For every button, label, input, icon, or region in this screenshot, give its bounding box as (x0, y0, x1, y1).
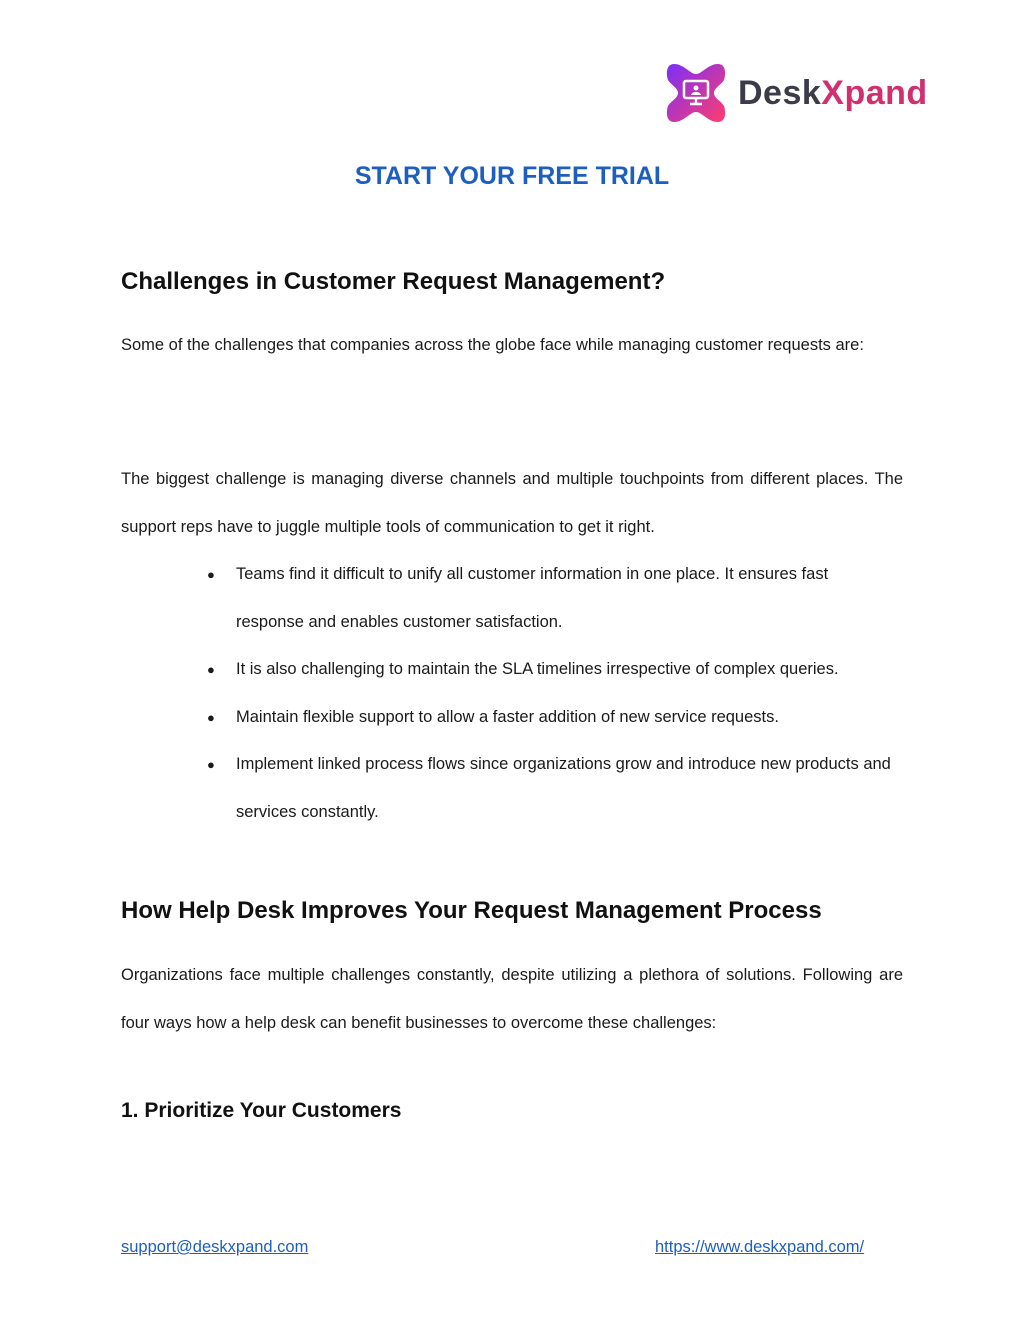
list-item (207, 551, 896, 646)
challenges-bullet-list (207, 551, 896, 836)
monitor-in-x-icon (664, 60, 728, 126)
help-desk-intro-paragraph: Organizations face multiple challenges constantly, despite utilizing a plethora of solutions. Following are four ways how a help desk can benefit businesses to overcome these challenges: (121, 966, 903, 1032)
website-link[interactable]: https://www.deskxpand.com/ (655, 1238, 865, 1256)
brand-name-desk: Desk (738, 74, 822, 112)
start-free-trial-link[interactable]: START YOUR FREE TRIAL (354, 162, 670, 190)
brand-name-xpand: Xpand (821, 74, 928, 112)
support-email-link[interactable]: support@deskxpand.com (121, 1238, 309, 1256)
list-item-text: It is also challenging to maintain the SLA timelines irrespective of complex queries. (236, 660, 839, 678)
bullet-icon: ● (207, 567, 215, 582)
challenges-intro-paragraph: Some of the challenges that companies across the globe face while managing customer requests are: (121, 336, 864, 354)
bullet-icon: ● (207, 662, 215, 677)
list-item-text: Teams find it difficult to unify all customer information in one place. It ensures fast response and enables customer satisfaction. (236, 565, 829, 631)
brand-name (738, 76, 928, 110)
biggest-challenge-paragraph: The biggest challenge is managing diverse channels and multiple touchpoints from different places. The support reps have to juggle multiple tools of communication to get it right. (121, 470, 903, 536)
list-item (207, 741, 896, 836)
list-item (207, 646, 896, 694)
bullet-icon: ● (207, 757, 215, 772)
list-item (207, 694, 896, 742)
list-item-text: Implement linked process flows since organizations grow and introduce new products and services constantly. (236, 755, 891, 821)
bullet-icon: ● (207, 709, 215, 725)
prioritize-customers-subheading: 1. Prioritize Your Customers (121, 1099, 402, 1122)
challenges-heading: Challenges in Customer Request Management? (121, 268, 666, 295)
help-desk-heading: How Help Desk Improves Your Request Management Process (121, 897, 822, 924)
brand-logo (664, 60, 928, 126)
list-item-text: Maintain flexible support to allow a faster addition of new service requests. (236, 707, 779, 726)
